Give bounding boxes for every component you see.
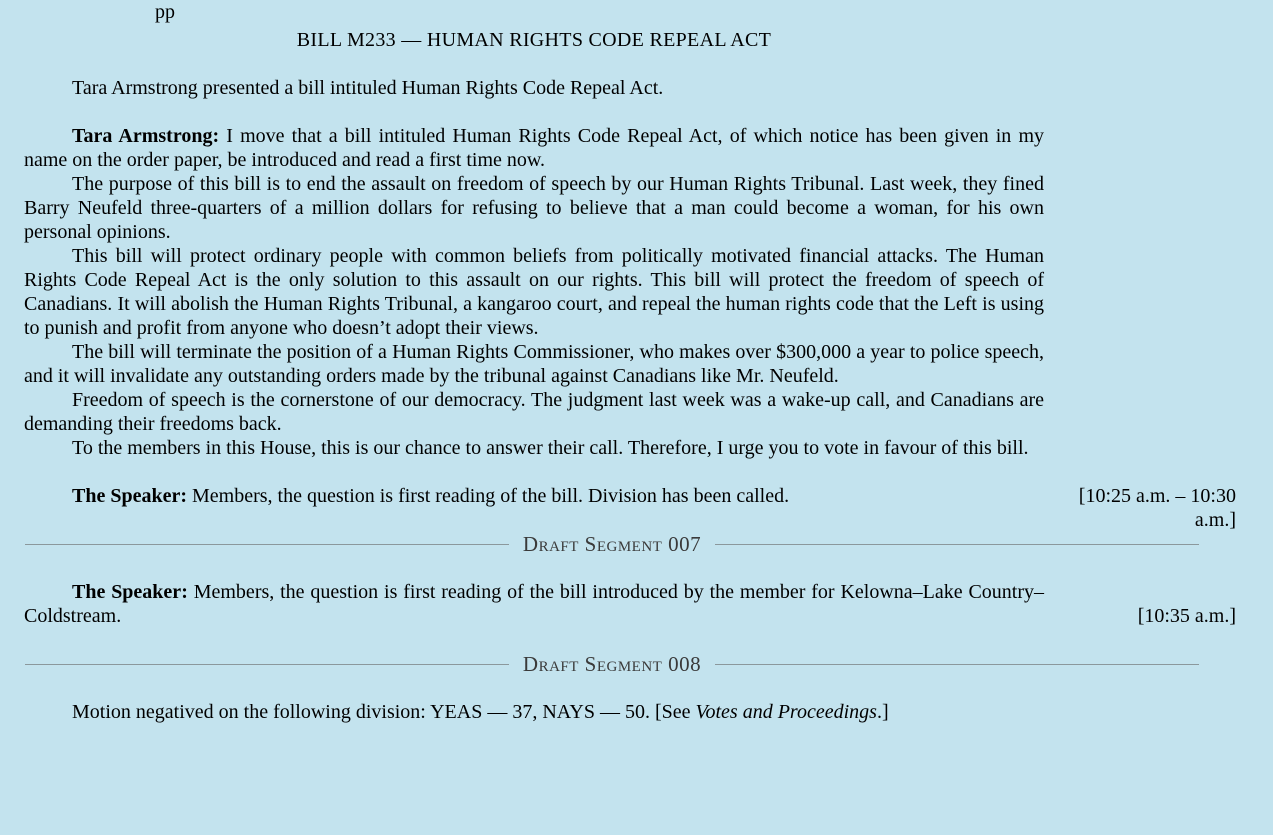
bill-title-heading: BILL M233 — HUMAN RIGHTS CODE REPEAL ACT	[296, 29, 772, 51]
divider-line	[715, 544, 1199, 545]
speech-text: I move that a bill intituled Human Rights Code Repeal Act, of which notice has been given in my name on the order paper, be introduced and read a first time now.	[24, 125, 1045, 171]
draft-segment-divider	[25, 532, 1199, 556]
speech-paragraph: The bill will terminate the position of a Human Rights Commissioner, who makes over $300,000 a year to police speech, and it will invalidate any outstanding orders made by the tribunal against Canadians like Mr. Neufeld.	[24, 341, 1044, 387]
speech-paragraph: To the members in this House, this is our chance to answer their call. Therefore, I urge you to vote in favour of this bill.	[72, 437, 1029, 459]
bill-presentation-line: Tara Armstrong presented a bill intituled Human Rights Code Repeal Act.	[72, 77, 664, 99]
armstrong-speech	[24, 124, 1236, 460]
speaker-name: Tara Armstrong:	[72, 125, 220, 147]
speech-paragraph: The purpose of this bill is to end the assault on freedom of speech by our Human Rights Tribunal. Last week, they fined Barry Neufeld three-quarters of a million dollars for refusing to believe that a man could become a woman, for his own personal opinions.	[24, 173, 1044, 243]
speech-paragraph	[24, 124, 1044, 172]
draft-segment-divider	[25, 652, 1199, 676]
speech-paragraph	[24, 580, 1044, 628]
speech-paragraph: This bill will protect ordinary people with common beliefs from politically motivated financial attacks. The Human Rights Code Repeal Act is the only solution to this assault on our rights. This bill will protect the freedom of speech of Canadians. It will abolish the Human Rights Tribunal, a kangaroo court, and repeal the human rights code that the Left is using to punish and profit from anyone who doesn’t adopt their views.	[24, 245, 1044, 339]
speech-text: Members, the question is first reading of the bill. Division has been called.	[192, 485, 790, 507]
division-result-note	[72, 700, 972, 724]
divider-line	[25, 544, 509, 545]
division-result-suffix: .]	[876, 701, 889, 723]
votes-and-proceedings-ref: Votes and Proceedings	[695, 701, 877, 723]
divider-line	[25, 664, 509, 665]
timestamp: [10:25 a.m. – 10:30 a.m.]	[1078, 485, 1236, 531]
speech-text: Members, the question is first reading of the bill introduced by the member for Kelowna–Lake Country–Coldstream.	[24, 581, 1045, 627]
speaker-name: The Speaker:	[72, 581, 188, 603]
division-result-text: Motion negatived on the following division: YEAS — 37, NAYS — 50. [See	[72, 701, 696, 723]
divider-line	[715, 664, 1199, 665]
draft-segment-label: Draft Segment 007	[522, 532, 702, 556]
speaker-name: The Speaker:	[72, 485, 187, 507]
timestamp: [10:35 a.m.]	[1137, 605, 1236, 627]
clipped-text-fragment: pp	[155, 1, 175, 23]
draft-segment-label: Draft Segment 008	[522, 652, 702, 676]
speech-paragraph: Freedom of speech is the cornerstone of our democracy. The judgment last week was a wake-up call, and Canadians are demanding their freedoms back.	[24, 389, 1044, 435]
speaker-block	[24, 484, 1236, 532]
speaker-block	[24, 580, 1236, 628]
speech-paragraph	[24, 484, 1044, 532]
